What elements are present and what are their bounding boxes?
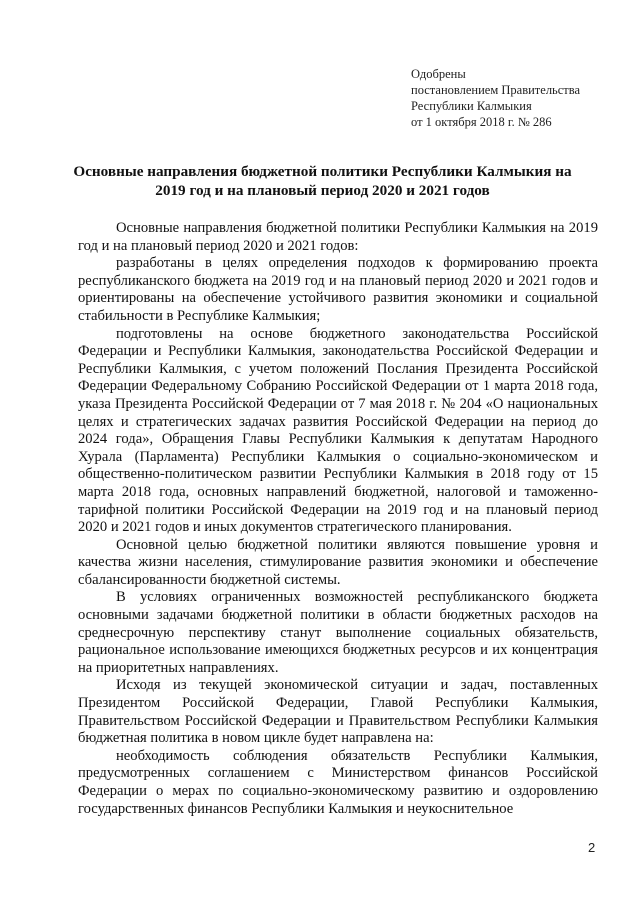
document-body [78, 220, 598, 818]
approval-line-1: Одобрены [411, 67, 466, 81]
approval-line-3: Республики Калмыкия [411, 99, 532, 113]
paragraph: подготовлены на основе бюджетного законодательства Российской Федерации и Республики Калмыкия, законодательства Российской Федерации и Республики Калмыкия, с учетом положений Послания Президента Российской Федерации Федеральному Собранию Российской Федерации от 1 марта 2018 года, указа Президента Российской Федерации от 7 мая 2018 г. № 204 «О национальных целях и стратегических задачах развития Российской Федерации на период до 2024 года», Обращения Главы Республики Калмыкия к депутатам Народного Хурала (Парламента) Республики Калмыкия о социально-экономическом и общественно-политическом развитии Республики Калмыкия в 2018 году от 15 марта 2018 года, основных направлений бюджетной, налоговой и таможенно-тарифной политики Российской Федерации на 2019 год и на плановый период 2020 и 2021 годов и иных документов стратегического планирования. [78, 325, 598, 536]
paragraph: необходимость соблюдения обязательств Республики Калмыкия, предусмотренных соглашением с Министерством финансов Российской Федерации о мерах по социально-экономическому развитию и оздоровлению государственных финансов Республики Калмыкия и неукоснительное [78, 747, 598, 817]
paragraph: Основные направления бюджетной политики Республики Калмыкия на 2019 год и на плановый период 2020 и 2021 годов: [78, 220, 598, 254]
approval-stamp [411, 66, 580, 130]
approval-line-2: постановлением Правительства [411, 83, 581, 97]
approval-line-4: от 1 октября 2018 г. № 286 [411, 115, 552, 129]
paragraph: В условиях ограниченных возможностей республиканского бюджета основными задачами бюджетной политики в области бюджетных расходов на среднесрочную перспективу станут выполнение социальных обязательств, рациональное использование имеющихся бюджетных ресурсов и их концентрация на приоритетных направлениях. [78, 589, 598, 676]
paragraph: Исходя из текущей экономической ситуации и задач, поставленных Президентом Российской Федерации, Главой Республики Калмыкия, Правительством Российской Федерации и Правительством Республики Калмыкия бюджетная политика в новом цикле будет направлена на: [78, 677, 598, 747]
page-number: 2 [588, 840, 596, 855]
paragraph: Основной целью бюджетной политики являются повышение уровня и качества жизни населения, стимулирование развития экономики и обеспечение сбалансированности бюджетной системы. [78, 536, 598, 588]
title-line-2: 2019 год и на плановый период 2020 и 2021 годов [155, 181, 490, 199]
paragraph: разработаны в целях определения подходов к формированию проекта республиканского бюджета на 2019 год и на плановый период 2020 и 2021 годов и ориентированы на обеспечение устойчивого развития экономики и социальной стабильности в Республике Калмыкия; [78, 255, 598, 324]
document-title [70, 163, 575, 200]
title-line-1: Основные направления бюджетной политики Республики Калмыкия на [73, 163, 572, 180]
